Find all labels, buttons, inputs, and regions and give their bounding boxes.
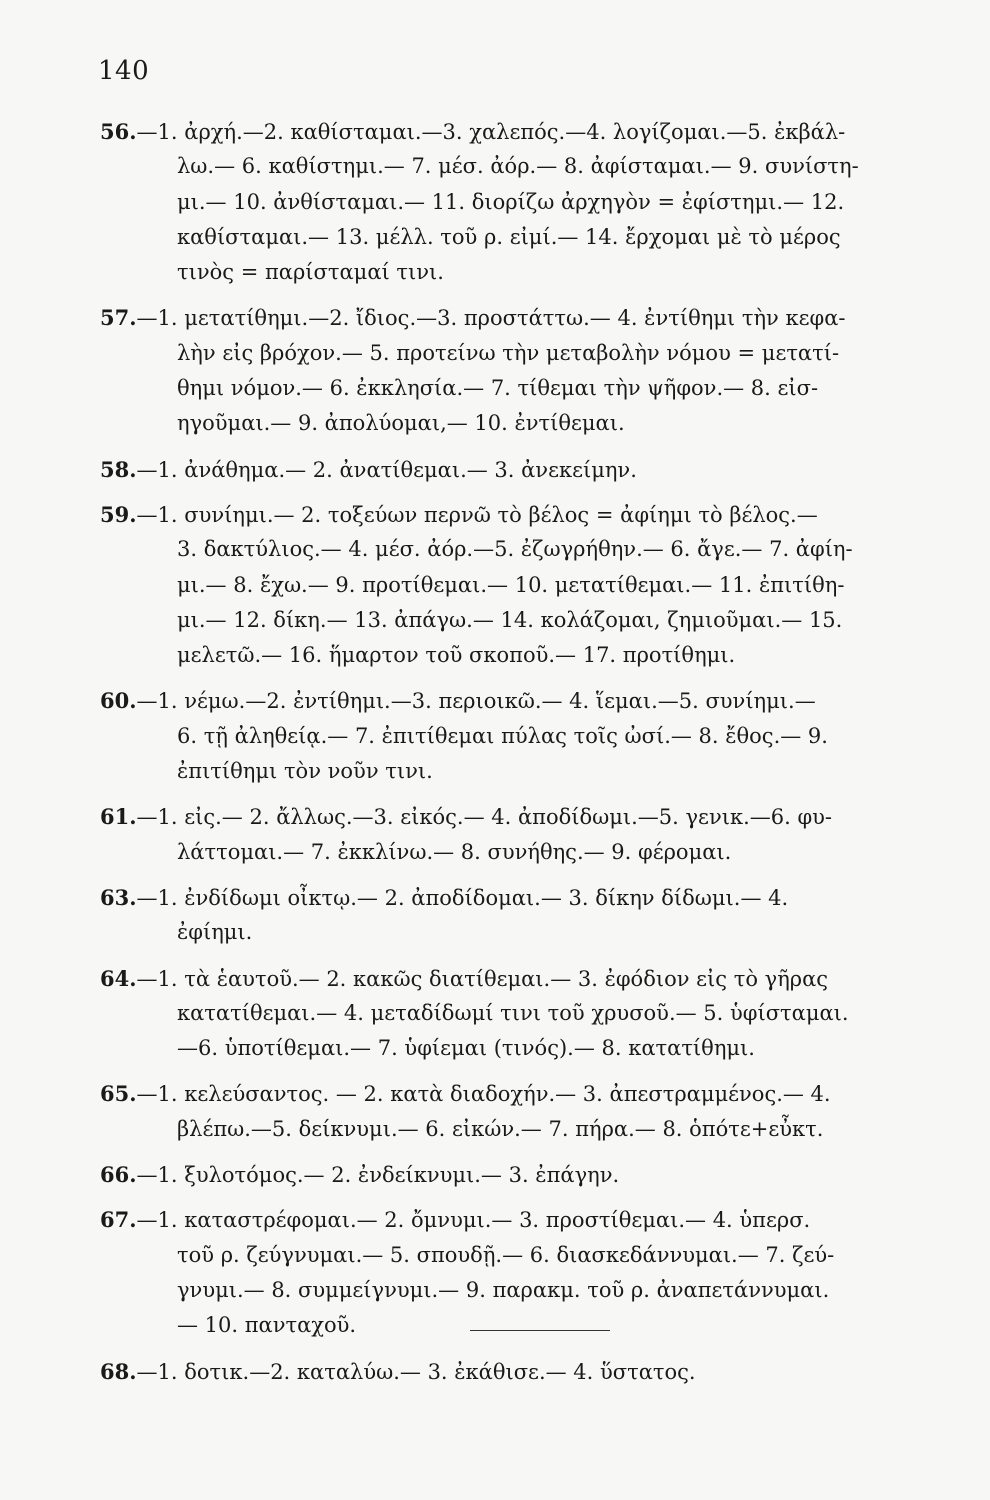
closing-rule — [470, 1330, 610, 1331]
exercise-number: 59. — [100, 501, 137, 527]
page-number: 140 — [98, 56, 150, 86]
answer-line — [100, 114, 868, 149]
answer-line — [100, 568, 868, 603]
exercise-entry — [100, 683, 868, 789]
answer-text: βλέπω.—5. δείκνυμι.— 6. εἰκών.— 7. πήρα.— 8. ὁπότε+εὖκτ. — [177, 1116, 824, 1141]
answer-line — [100, 336, 868, 371]
answer-text: —1. ἀνάθημα.— 2. ἀνατίθεμαι.— 3. ἀνεκείμην. — [136, 457, 637, 482]
answer-line — [100, 1238, 868, 1273]
answer-line — [100, 1273, 868, 1308]
exercise-number: 57. — [100, 305, 137, 331]
exercise-entry — [100, 300, 868, 441]
answer-line — [100, 497, 868, 532]
answer-text: μι.— 12. δίκη.— 13. ἀπάγω.— 14. κολάζομαι, ζημιοῦμαι.— 15. — [177, 607, 843, 632]
answer-line — [100, 185, 868, 220]
answer-line — [100, 255, 868, 290]
exercise-number: 64. — [100, 965, 137, 991]
answer-text: μι.— 10. ἀνθίσταμαι.— 11. διορίζω ἀρχηγὸν = ἐφίστημι.— 12. — [177, 189, 845, 214]
exercise-number: 61. — [100, 804, 137, 830]
answer-line — [100, 371, 868, 406]
answer-text: 3. δακτύλιος.— 4. μέσ. ἀόρ.—5. ἐζωγρήθην.— 6. ἄγε.— 7. ἀφίη- — [177, 537, 853, 562]
answer-text: λὴν εἰς βρόχον.— 5. προτείνω τὴν μεταβολὴν νόμου = μετατί- — [177, 340, 840, 365]
exercise-number: 65. — [100, 1081, 137, 1107]
exercise-number: 58. — [100, 456, 137, 482]
answer-line — [100, 1308, 868, 1343]
answer-text: —1. τὰ ἑαυτοῦ.— 2. κακῶς διατίθεμαι.— 3. ἐφόδιον εἰς τὸ γῆρας — [136, 966, 829, 991]
answer-text: τινὸς = παρίσταμαί τινι. — [177, 260, 444, 285]
answer-text: γνυμι.— 8. συμμείγνυμι.— 9. παρακμ. τοῦ ρ. ἀναπετάννυμαι. — [177, 1277, 830, 1302]
exercise-number: 63. — [100, 884, 137, 910]
answer-line — [100, 754, 868, 789]
answer-text: λω.— 6. καθίστημι.— 7. μέσ. ἀόρ.— 8. ἀφίσταμαι.— 9. συνίστη- — [177, 154, 859, 179]
answer-line — [100, 220, 868, 255]
answer-line — [100, 683, 868, 718]
answer-line — [100, 532, 868, 567]
answer-line — [100, 452, 868, 487]
answer-text: —1. συνίημι.— 2. τοξεύων περνῶ τὸ βέλος = ἀφίημι τὸ βέλος.— — [136, 502, 818, 527]
exercise-entry — [100, 452, 868, 487]
answer-text: —1. καταστρέφομαι.— 2. ὄμνυμι.— 3. προστίθεμαι.— 4. ὑπερσ. — [136, 1208, 811, 1233]
exercise-entry — [100, 961, 868, 1067]
answer-line — [100, 603, 868, 638]
answer-text: 6. τῇ ἀληθείᾳ.— 7. ἐπιτίθεμαι πύλας τοῖς ὠσί.— 8. ἔθος.— 9. — [177, 723, 828, 748]
answer-line — [100, 799, 868, 834]
answer-text: ηγοῦμαι.— 9. ἀπολύομαι,— 10. ἐντίθεμαι. — [177, 411, 625, 436]
exercise-entry — [100, 114, 868, 290]
answer-text: —1. μετατίθημι.—2. ἴδιος.—3. προστάττω.— 4. ἐντίθημι τὴν κεφα- — [136, 306, 846, 331]
exercise-entry — [100, 1202, 868, 1343]
exercise-entry — [100, 1076, 868, 1147]
answer-text: —1. νέμω.—2. ἐντίθημι.—3. περιοικῶ.— 4. ἵεμαι.—5. συνίημι.— — [136, 689, 816, 714]
answer-text: κατατίθεμαι.— 4. μεταδίδωμί τινι τοῦ χρυσοῦ.— 5. ὑφίσταμαι. — [177, 1000, 849, 1025]
answer-text: —1. δοτικ.—2. καταλύω.— 3. ἐκάθισε.— 4. ὕστατος. — [136, 1359, 696, 1384]
answer-line — [100, 638, 868, 673]
exercise-number: 60. — [100, 688, 137, 714]
answer-text: ἐφίημι. — [177, 920, 253, 945]
answer-line — [100, 880, 868, 915]
answer-line — [100, 719, 868, 754]
answer-line — [100, 1202, 868, 1237]
answer-line — [100, 996, 868, 1031]
exercise-entry — [100, 799, 868, 870]
answer-text: λάττομαι.— 7. ἐκκλίνω.— 8. συνήθης.— 9. φέρομαι. — [177, 839, 732, 864]
exercise-entry — [100, 1157, 868, 1192]
exercise-entry — [100, 880, 868, 951]
exercise-number: 68. — [100, 1358, 137, 1384]
answer-line — [100, 1354, 868, 1389]
answer-text: —1. κελεύσαντος. — 2. κατὰ διαδοχήν.— 3. ἀπεστραμμένος.— 4. — [136, 1082, 831, 1107]
answer-text: τοῦ ρ. ζεύγνυμαι.— 5. σπουδῇ.— 6. διασκεδάννυμαι.— 7. ζεύ- — [177, 1242, 835, 1267]
exercise-entry — [100, 1354, 868, 1389]
exercise-entry — [100, 497, 868, 673]
exercise-number: 56. — [100, 119, 137, 144]
answer-line — [100, 1031, 868, 1066]
answer-line — [100, 1157, 868, 1192]
answer-text: — 10. πανταχοῦ. — [177, 1313, 357, 1338]
answer-text: θημι νόμον.— 6. ἐκκλησία.— 7. τίθεμαι τὴν ψῆφον.— 8. εἰσ- — [177, 376, 819, 401]
answer-line — [100, 1076, 868, 1111]
answer-line — [100, 406, 868, 441]
answer-text: ἐπιτίθημι τὸν νοῦν τινι. — [177, 759, 433, 784]
exercise-number: 67. — [100, 1207, 137, 1233]
answer-text: —6. ὑποτίθεμαι.— 7. ὑφίεμαι (τινός).— 8. κατατίθημι. — [177, 1036, 755, 1061]
answer-text: καθίσταμαι.— 13. μέλλ. τοῦ ρ. εἰμί.— 14. ἔρχομαι μὲ τὸ μέρος — [177, 224, 841, 249]
answer-line — [100, 961, 868, 996]
answer-text: —1. εἰς.— 2. ἄλλως.—3. εἰκός.— 4. ἀποδίδωμι.—5. γενικ.—6. φυ- — [136, 805, 833, 830]
answer-text: —1. ἀρχή.—2. καθίσταμαι.—3. χαλεπός.—4. λογίζομαι.—5. ἐκβάλ- — [136, 120, 846, 144]
answer-text: —1. ἐνδίδωμι οἶκτῳ.— 2. ἀποδίδομαι.— 3. δίκην δίδωμι.— 4. — [136, 885, 789, 910]
answer-line — [100, 149, 868, 184]
answer-line — [100, 835, 868, 870]
answer-key — [100, 114, 868, 1389]
answer-line — [100, 915, 868, 950]
answer-line — [100, 300, 868, 335]
answer-line — [100, 1112, 868, 1147]
answer-text: μι.— 8. ἔχω.— 9. προτίθεμαι.— 10. μετατίθεμαι.— 11. ἐπιτίθη- — [177, 572, 845, 597]
answer-text: —1. ξυλοτόμος.— 2. ἐνδείκνυμι.— 3. ἐπάγην. — [136, 1163, 620, 1188]
answer-text: μελετῶ.— 16. ἥμαρτον τοῦ σκοποῦ.— 17. προτίθημι. — [177, 643, 736, 668]
exercise-number: 66. — [100, 1162, 137, 1188]
